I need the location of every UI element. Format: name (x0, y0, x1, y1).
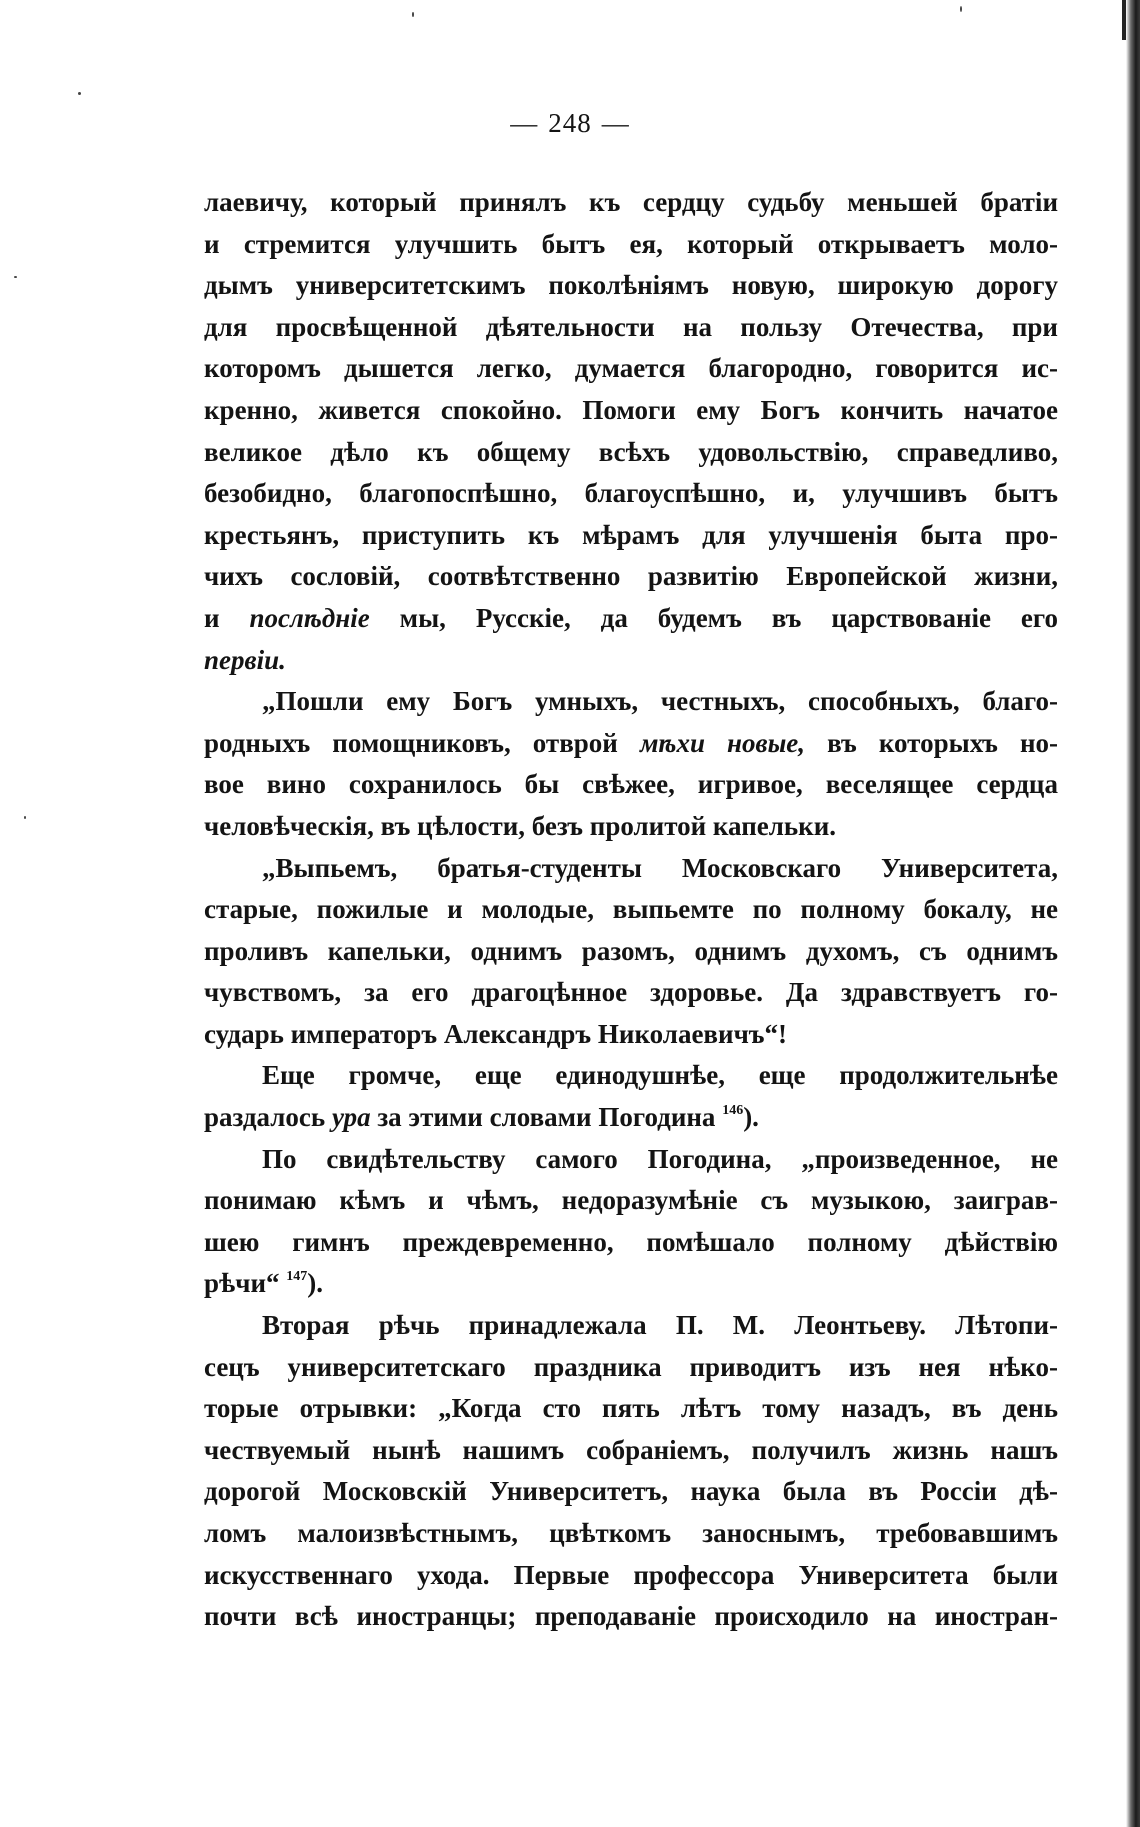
edge-mark (1122, 0, 1126, 40)
footnote-reference: 147 (286, 1269, 308, 1285)
page-binding-edge (1126, 0, 1140, 1827)
italic-emphasis: ура (331, 1102, 371, 1133)
paragraph-start: „Выпьемъ, братья-студенты Московскаго Университета, (262, 852, 1058, 883)
text-line: крестьянъ, приступить къ мѣрамъ для улучшенія быта про- (204, 519, 1058, 550)
text-line: сударь императоръ Александръ Николаевичъ“! (204, 1018, 788, 1049)
text-line: чихъ сословій, соотвѣтственно развитію Европейской жизни, (204, 561, 1058, 592)
text-line (204, 640, 1058, 682)
text-line: для просвѣщенной дѣятельности на пользу Отечества, при (204, 311, 1058, 342)
paragraph-start: По свидѣтельству самого Погодина, „произведенное, не (262, 1143, 1058, 1174)
paragraph-start: „Пошли ему Богъ умныхъ, честныхъ, способныхъ, благо- (262, 686, 1058, 717)
footnote-reference: 146 (722, 1103, 744, 1119)
text-line: и послѣдніе мы, Русскіе, да будемъ въ царствованіе его (204, 602, 1058, 633)
text-line: человѣческія, въ цѣлости, безъ пролитой капельки. (204, 810, 837, 841)
italic-emphasis: мѣхи новые, (639, 727, 806, 758)
text-line: сецъ университетскаго праздника приводитъ изъ нея нѣко- (204, 1351, 1058, 1382)
paragraph-start: Вторая рѣчь принадлежала П. М. Леонтьеву. Лѣтопи- (262, 1310, 1058, 1341)
text-line: родныхъ помощниковъ, отврой мѣхи новые, въ которыхъ но- (204, 727, 1059, 758)
text-line: ломъ малоизвѣстнымъ, цвѣткомъ заноснымъ, требовавшимъ (204, 1518, 1058, 1548)
text-line: торые отрывки: „Когда сто пять лѣтъ тому назадъ, въ день (204, 1393, 1058, 1424)
text-line: вое вино сохранилось бы свѣжее, игривое, веселящее сердца (204, 769, 1058, 800)
text-line: проливъ капельки, однимъ разомъ, однимъ духомъ, съ однимъ (204, 935, 1058, 966)
text-line: которомъ дышется легко, думается благородно, говорится ис- (204, 353, 1058, 384)
text-line: раздалось ура за этими словами Погодина $^{146}$). (204, 1102, 759, 1133)
text-line: чествуемый нынѣ нашимъ собраніемъ, получилъ жизнь нашъ (204, 1434, 1058, 1465)
text-line: безобидно, благопоспѣшно, благоуспѣшно, и, улучшивъ бытъ (204, 478, 1058, 509)
page-number-value: 248 (548, 108, 592, 138)
text-line: дымъ университетскимъ поколѣніямъ новую, широкую дорогу (204, 270, 1058, 301)
paragraph-start: Еще громче, еще единодушнѣе, еще продолжительнѣе (262, 1060, 1058, 1091)
text-line: чувствомъ, за его драгоцѣнное здоровье. Да здравствуетъ го- (204, 977, 1058, 1008)
text-line: дорогой Московскій Университетъ, наука была въ Россіи дѣ- (204, 1476, 1058, 1507)
text-line: старые, пожилые и молодые, выпьемте по полному бокалу, не (204, 894, 1058, 925)
italic-emphasis: послѣдніе (249, 602, 370, 633)
text-line: и стремится улучшить бытъ ея, который открываетъ моло- (204, 228, 1058, 259)
italic-emphasis: первіи. (204, 644, 286, 675)
page-number: — 248 — (510, 108, 630, 138)
text-line: рѣчи“ $^{147}$). (204, 1268, 324, 1299)
text-line: лаевичу, который принялъ къ сердцу судьбу меньшей братіи (204, 187, 1058, 217)
text-line: понимаю кѣмъ и чѣмъ, недоразумѣніе съ музыкою, заиграв- (204, 1185, 1058, 1216)
page-body (204, 182, 1058, 1638)
text-line: кренно, живется спокойно. Помоги ему Богъ кончить начатое (204, 394, 1058, 425)
text-line: искусственнаго ухода. Первые профессора Университета были (204, 1559, 1058, 1590)
text-line: великое дѣло къ общему всѣхъ удовольствію, справедливо, (204, 436, 1058, 467)
text-line: шею гимнъ преждевременно, помѣшало полному дѣйствію (204, 1226, 1058, 1257)
text-line: почти всѣ иностранцы; преподаваніе происходило на иностран- (204, 1601, 1058, 1632)
